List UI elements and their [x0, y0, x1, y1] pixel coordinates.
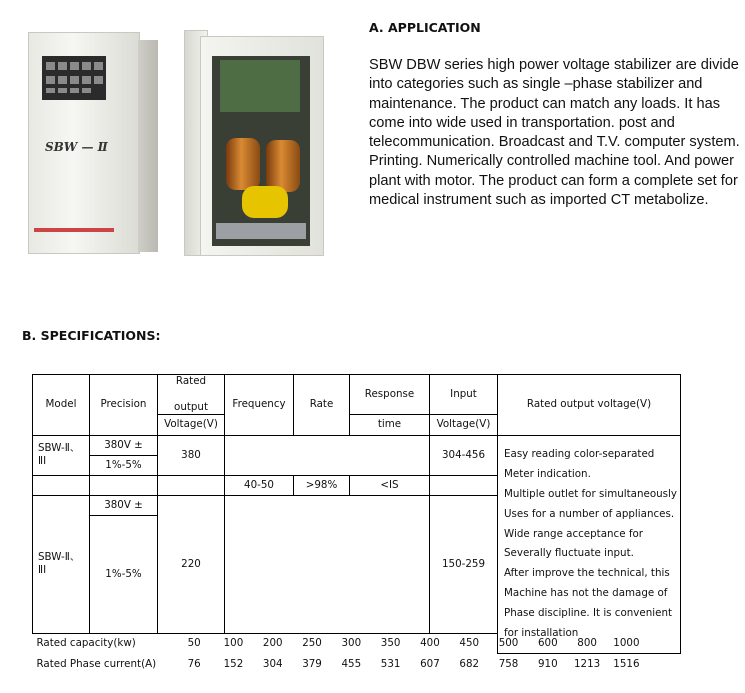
description-line: Phase discipline. It is convenient	[504, 606, 673, 619]
header-frequency: Frequency	[225, 375, 294, 436]
description-line: Multiple outlet for simultaneously	[504, 487, 677, 500]
current-value: 304	[262, 657, 283, 670]
group1-model: SBW-Ⅱ、ⅡI	[33, 435, 90, 475]
current-value: 910	[537, 657, 558, 670]
current-value: 1516	[613, 657, 640, 670]
header-input: Input	[430, 375, 498, 415]
cabinet-stripe	[34, 228, 114, 232]
capacity-value: 300	[341, 636, 362, 649]
capacity-value: 100	[223, 636, 244, 649]
application-heading: A. APPLICATION	[369, 20, 481, 35]
group1-input: 304-456	[430, 435, 498, 475]
rated-current-label: Rated Phase current(A)	[36, 657, 157, 670]
mid-response: <IS	[350, 475, 430, 495]
current-value: 758	[498, 657, 519, 670]
header-rated-output-voltage: Rated output voltage(V)	[498, 375, 681, 436]
capacity-value: 350	[380, 636, 401, 649]
transformer-base	[216, 223, 306, 239]
description-line: Easy reading color-separated	[504, 448, 655, 461]
mid-frequency: 40-50	[225, 475, 294, 495]
mid-blank-precision	[90, 475, 158, 495]
capacity-value: 600	[537, 636, 558, 649]
current-value: 607	[420, 657, 440, 670]
rated-current-row	[33, 658, 681, 671]
current-value: 379	[302, 657, 322, 670]
capacity-value: 800	[577, 636, 597, 649]
application-text: SBW DBW series high power voltage stabilizer are divide into categories such as single –phase stabilizer and maintenance. The product can match any loads. It has come into wide used in transportation. post and telecommunication. Broadcast and T.V. computer system. Printing. Numerically controlled machine tool. And power plant with motor. The product can form a complete set for medical instrument such as imported CT metabolize.	[369, 57, 740, 209]
group2-precision-b: 1%-5%	[90, 516, 158, 633]
cabinet-side	[138, 40, 158, 252]
rated-capacity-label: Rated capacity(kw)	[36, 636, 136, 649]
mid-rate: >98%	[294, 475, 350, 495]
group1-blank	[225, 435, 430, 475]
current-value: 682	[459, 657, 480, 670]
header-rate: Rate	[294, 375, 350, 436]
current-value: 531	[380, 657, 401, 670]
group1-precision-b: 1%-5%	[90, 455, 158, 475]
group2-output: 220	[158, 496, 225, 633]
description-cell	[498, 435, 681, 654]
capacity-value: 200	[262, 636, 283, 649]
copper-coil	[226, 138, 260, 190]
header-response-unit: time	[350, 415, 430, 435]
specifications-heading: B. SPECIFICATIONS:	[22, 328, 161, 343]
group1-output: 380	[158, 435, 225, 475]
header-input-unit: Voltage(V)	[430, 415, 498, 435]
current-value: 455	[341, 657, 362, 670]
group2-precision-a: 380V ±	[90, 496, 158, 516]
capacity-value: 500	[498, 636, 519, 649]
specifications-table	[32, 374, 681, 674]
description-line: After improve the technical, this	[504, 567, 670, 580]
product-photo	[20, 18, 340, 260]
description-line: Uses for a number of appliances.	[504, 507, 675, 520]
transformer-yellow	[242, 186, 288, 218]
description-line: Severally fluctuate input.	[504, 547, 634, 560]
header-response: Response	[350, 375, 430, 415]
current-value: 1213	[574, 657, 601, 670]
circuit-board	[220, 60, 300, 112]
capacity-value: 50	[187, 636, 201, 649]
current-value: 152	[223, 657, 244, 670]
control-panel	[42, 56, 106, 100]
header-model: Model	[33, 375, 90, 436]
header-rated-output: Rated output	[158, 375, 225, 415]
description-line: Wide range acceptance for	[504, 527, 643, 540]
header-output-unit: Voltage(V)	[158, 415, 225, 435]
capacity-value: 450	[459, 636, 480, 649]
product-logo: SBW — Ⅱ	[45, 140, 108, 154]
header-precision: Precision	[90, 375, 158, 436]
mid-blank-output	[158, 475, 225, 495]
capacity-value: 250	[302, 636, 322, 649]
current-value: 76	[187, 657, 201, 670]
capacity-value: 1000	[613, 636, 640, 649]
group2-model: SBW-Ⅱ、ⅡI	[33, 496, 90, 633]
group2-blank	[225, 496, 430, 633]
description-line: for installation	[504, 626, 579, 639]
group2-input: 150-259	[430, 496, 498, 633]
mid-blank-model	[33, 475, 90, 495]
mid-blank-input	[430, 475, 498, 495]
rated-capacity-row	[33, 637, 681, 650]
group1-precision-a: 380V ±	[90, 435, 158, 455]
capacity-value: 400	[420, 636, 440, 649]
description-line: Meter indication.	[504, 468, 591, 481]
copper-coil	[266, 140, 300, 192]
description-line: Machine has not the damage of	[504, 586, 668, 599]
